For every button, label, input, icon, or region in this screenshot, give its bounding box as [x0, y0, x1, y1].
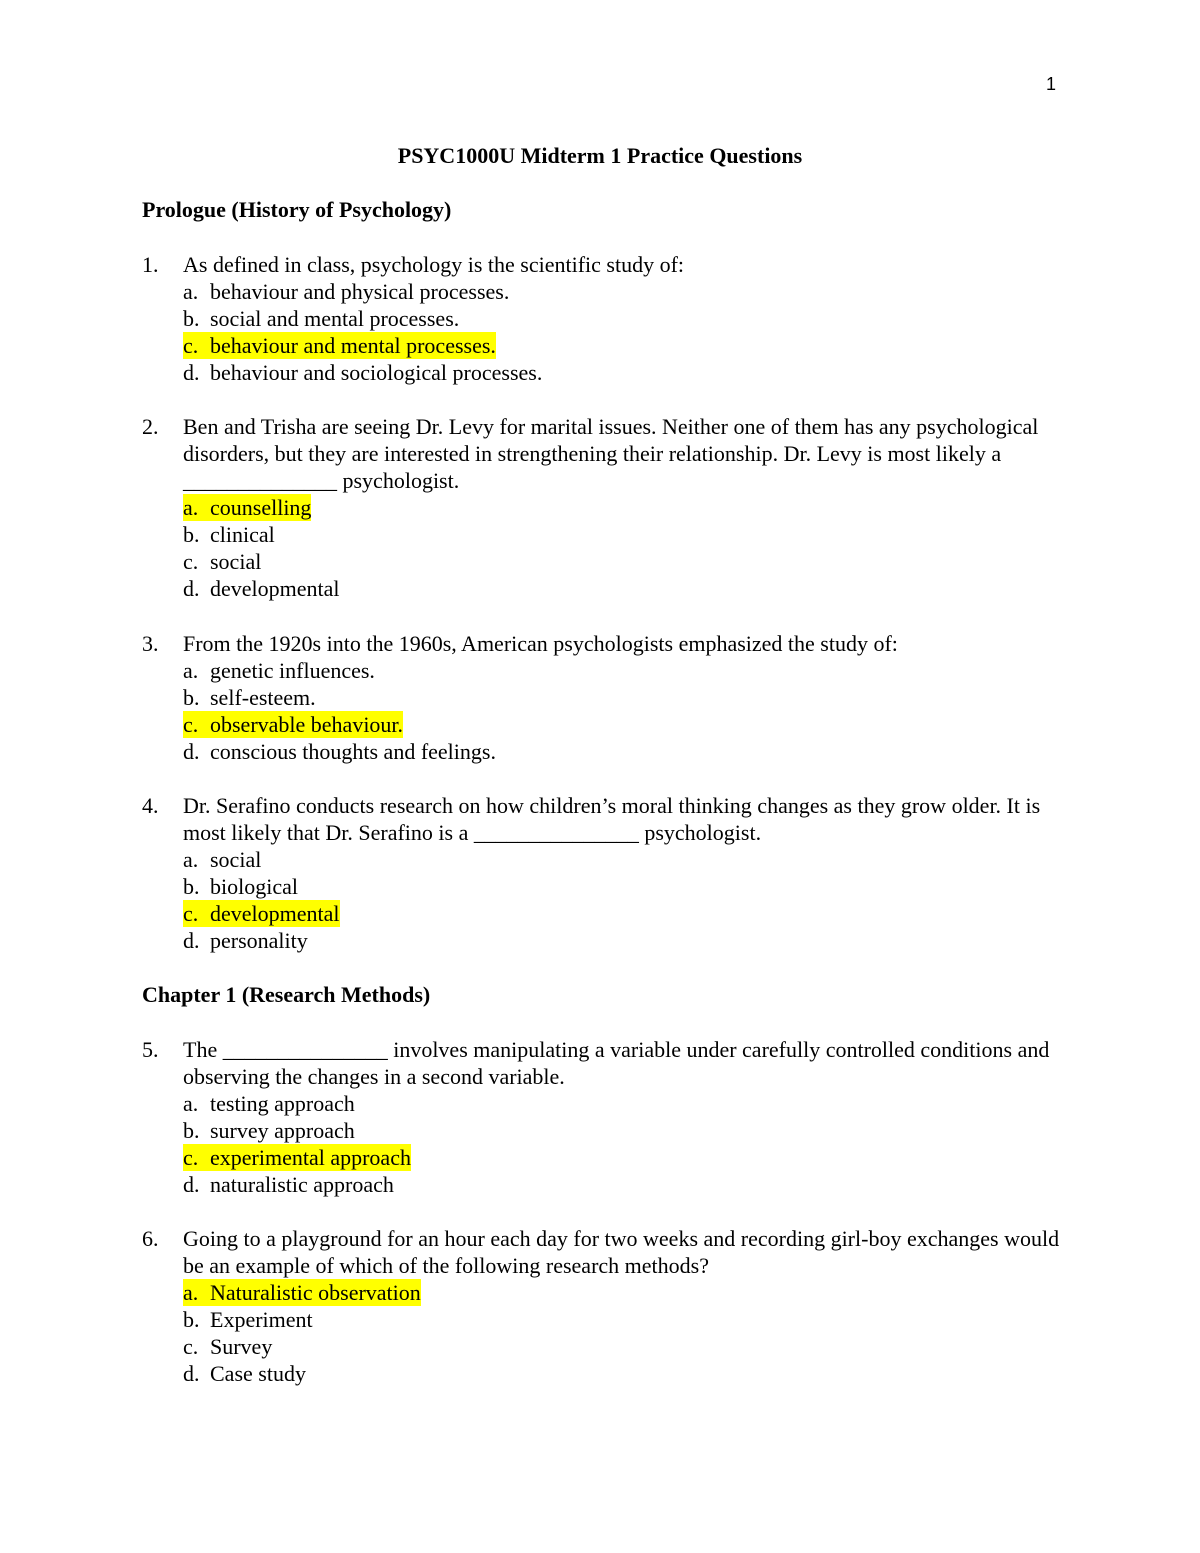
- option-letter: c.: [183, 333, 199, 358]
- answer-options: [183, 657, 1072, 765]
- question-number: 4.: [142, 793, 159, 818]
- option-letter: c.: [183, 1334, 199, 1359]
- option-letter: d.: [183, 928, 200, 953]
- option-text: behaviour and physical processes.: [210, 279, 510, 304]
- answer-option-c-highlighted: [183, 1144, 1072, 1171]
- question-text: Ben and Trisha are seeing Dr. Levy for marital issues. Neither one of them has any psychological disorders, but they are interested in strengthening their relationship. Dr. Levy is most likely a ______________ psychologist.: [183, 414, 1039, 493]
- answer-options: [183, 1279, 1072, 1387]
- answer-option-a: [183, 1090, 1072, 1117]
- answer-option-d: [183, 738, 1072, 765]
- option-text: naturalistic approach: [210, 1172, 394, 1197]
- option-text: testing approach: [210, 1091, 355, 1116]
- answer-options: [183, 494, 1072, 602]
- answer-option-a: [183, 846, 1072, 873]
- option-text: Experiment: [210, 1307, 313, 1332]
- question-number: 2.: [142, 414, 159, 439]
- answer-highlight: [183, 1144, 411, 1171]
- option-letter: b.: [183, 522, 200, 547]
- answer-option-b: [183, 1306, 1072, 1333]
- answer-highlight: [183, 494, 311, 521]
- option-text: counselling: [210, 495, 312, 520]
- question-4: [142, 792, 1072, 954]
- answer-option-a: [183, 657, 1072, 684]
- section-title-prologue: Prologue (History of Psychology): [142, 197, 452, 222]
- answer-options: [183, 278, 1072, 386]
- answer-option-b: [183, 1117, 1072, 1144]
- option-letter: a.: [183, 279, 199, 304]
- answer-options: [183, 846, 1072, 954]
- option-text: social and mental processes.: [210, 306, 460, 331]
- answer-highlight: [183, 900, 340, 927]
- answer-option-c: [183, 1333, 1072, 1360]
- option-text: social: [210, 549, 262, 574]
- answer-option-d: [183, 575, 1072, 602]
- option-letter: b.: [183, 685, 200, 710]
- option-text: conscious thoughts and feelings.: [210, 739, 496, 764]
- answer-highlight: [183, 332, 496, 359]
- option-letter: b.: [183, 1118, 200, 1143]
- answer-highlight: [183, 1279, 421, 1306]
- option-letter: a.: [183, 1091, 199, 1116]
- answer-option-c-highlighted: [183, 332, 1072, 359]
- option-letter: d.: [183, 1172, 200, 1197]
- option-text: developmental: [210, 901, 340, 926]
- answer-option-a: [183, 278, 1072, 305]
- question-text: Going to a playground for an hour each day for two weeks and recording girl-boy exchanges would be an example of which of the following research methods?: [183, 1226, 1060, 1278]
- option-letter: b.: [183, 1307, 200, 1332]
- option-letter: d.: [183, 576, 200, 601]
- option-text: clinical: [210, 522, 275, 547]
- answer-option-b: [183, 305, 1072, 332]
- option-text: behaviour and sociological processes.: [210, 360, 543, 385]
- option-text: self-esteem.: [210, 685, 316, 710]
- option-text: social: [210, 847, 262, 872]
- answer-option-b: [183, 521, 1072, 548]
- option-letter: b.: [183, 306, 200, 331]
- option-letter: b.: [183, 874, 200, 899]
- option-text: Case study: [210, 1361, 306, 1386]
- question-number: 1.: [142, 252, 159, 277]
- option-letter: a.: [183, 847, 199, 872]
- option-text: Survey: [210, 1334, 273, 1359]
- option-letter: c.: [183, 712, 199, 737]
- answer-option-a-highlighted: [183, 494, 1072, 521]
- question-6: [142, 1225, 1072, 1387]
- option-letter: d.: [183, 739, 200, 764]
- question-text: The _______________ involves manipulating a variable under carefully controlled conditions and observing the changes in a second variable.: [183, 1037, 1050, 1089]
- option-letter: c.: [183, 1145, 199, 1170]
- question-text: From the 1920s into the 1960s, American psychologists emphasized the study of:: [183, 631, 898, 656]
- option-text: experimental approach: [210, 1145, 411, 1170]
- option-letter: d.: [183, 1361, 200, 1386]
- option-letter: c.: [183, 549, 199, 574]
- option-letter: a.: [183, 1280, 199, 1305]
- option-letter: c.: [183, 901, 199, 926]
- answer-highlight: [183, 711, 403, 738]
- option-text: Naturalistic observation: [210, 1280, 421, 1305]
- option-text: developmental: [210, 576, 340, 601]
- option-letter: d.: [183, 360, 200, 385]
- question-2: [142, 413, 1072, 602]
- option-text: genetic influences.: [210, 658, 375, 683]
- option-text: biological: [210, 874, 298, 899]
- option-letter: a.: [183, 495, 199, 520]
- page-number: 1: [1046, 74, 1057, 94]
- question-3: [142, 630, 1072, 765]
- option-text: behaviour and mental processes.: [210, 333, 496, 358]
- question-number: 3.: [142, 631, 159, 656]
- answer-option-d: [183, 359, 1072, 386]
- section-title-chapter-1: Chapter 1 (Research Methods): [142, 982, 431, 1007]
- answer-option-c-highlighted: [183, 711, 1072, 738]
- answer-option-d: [183, 927, 1072, 954]
- document-title: PSYC1000U Midterm 1 Practice Questions: [397, 143, 803, 168]
- answer-option-a-highlighted: [183, 1279, 1072, 1306]
- answer-option-c: [183, 548, 1072, 575]
- question-number: 5.: [142, 1037, 159, 1062]
- answer-options: [183, 1090, 1072, 1198]
- question-text: As defined in class, psychology is the scientific study of:: [183, 252, 685, 277]
- option-letter: a.: [183, 658, 199, 683]
- question-5: [142, 1036, 1072, 1198]
- option-text: personality: [210, 928, 308, 953]
- answer-option-d: [183, 1171, 1072, 1198]
- question-number: 6.: [142, 1226, 159, 1251]
- option-text: survey approach: [210, 1118, 355, 1143]
- answer-option-b: [183, 684, 1072, 711]
- question-1: [142, 251, 1072, 386]
- answer-option-b: [183, 873, 1072, 900]
- answer-option-c-highlighted: [183, 900, 1072, 927]
- option-text: observable behaviour.: [210, 712, 404, 737]
- question-text: Dr. Serafino conducts research on how children’s moral thinking changes as they grow older. It is most likely that Dr. Serafino is a _______________ psychologist.: [183, 793, 1041, 845]
- answer-option-d: [183, 1360, 1072, 1387]
